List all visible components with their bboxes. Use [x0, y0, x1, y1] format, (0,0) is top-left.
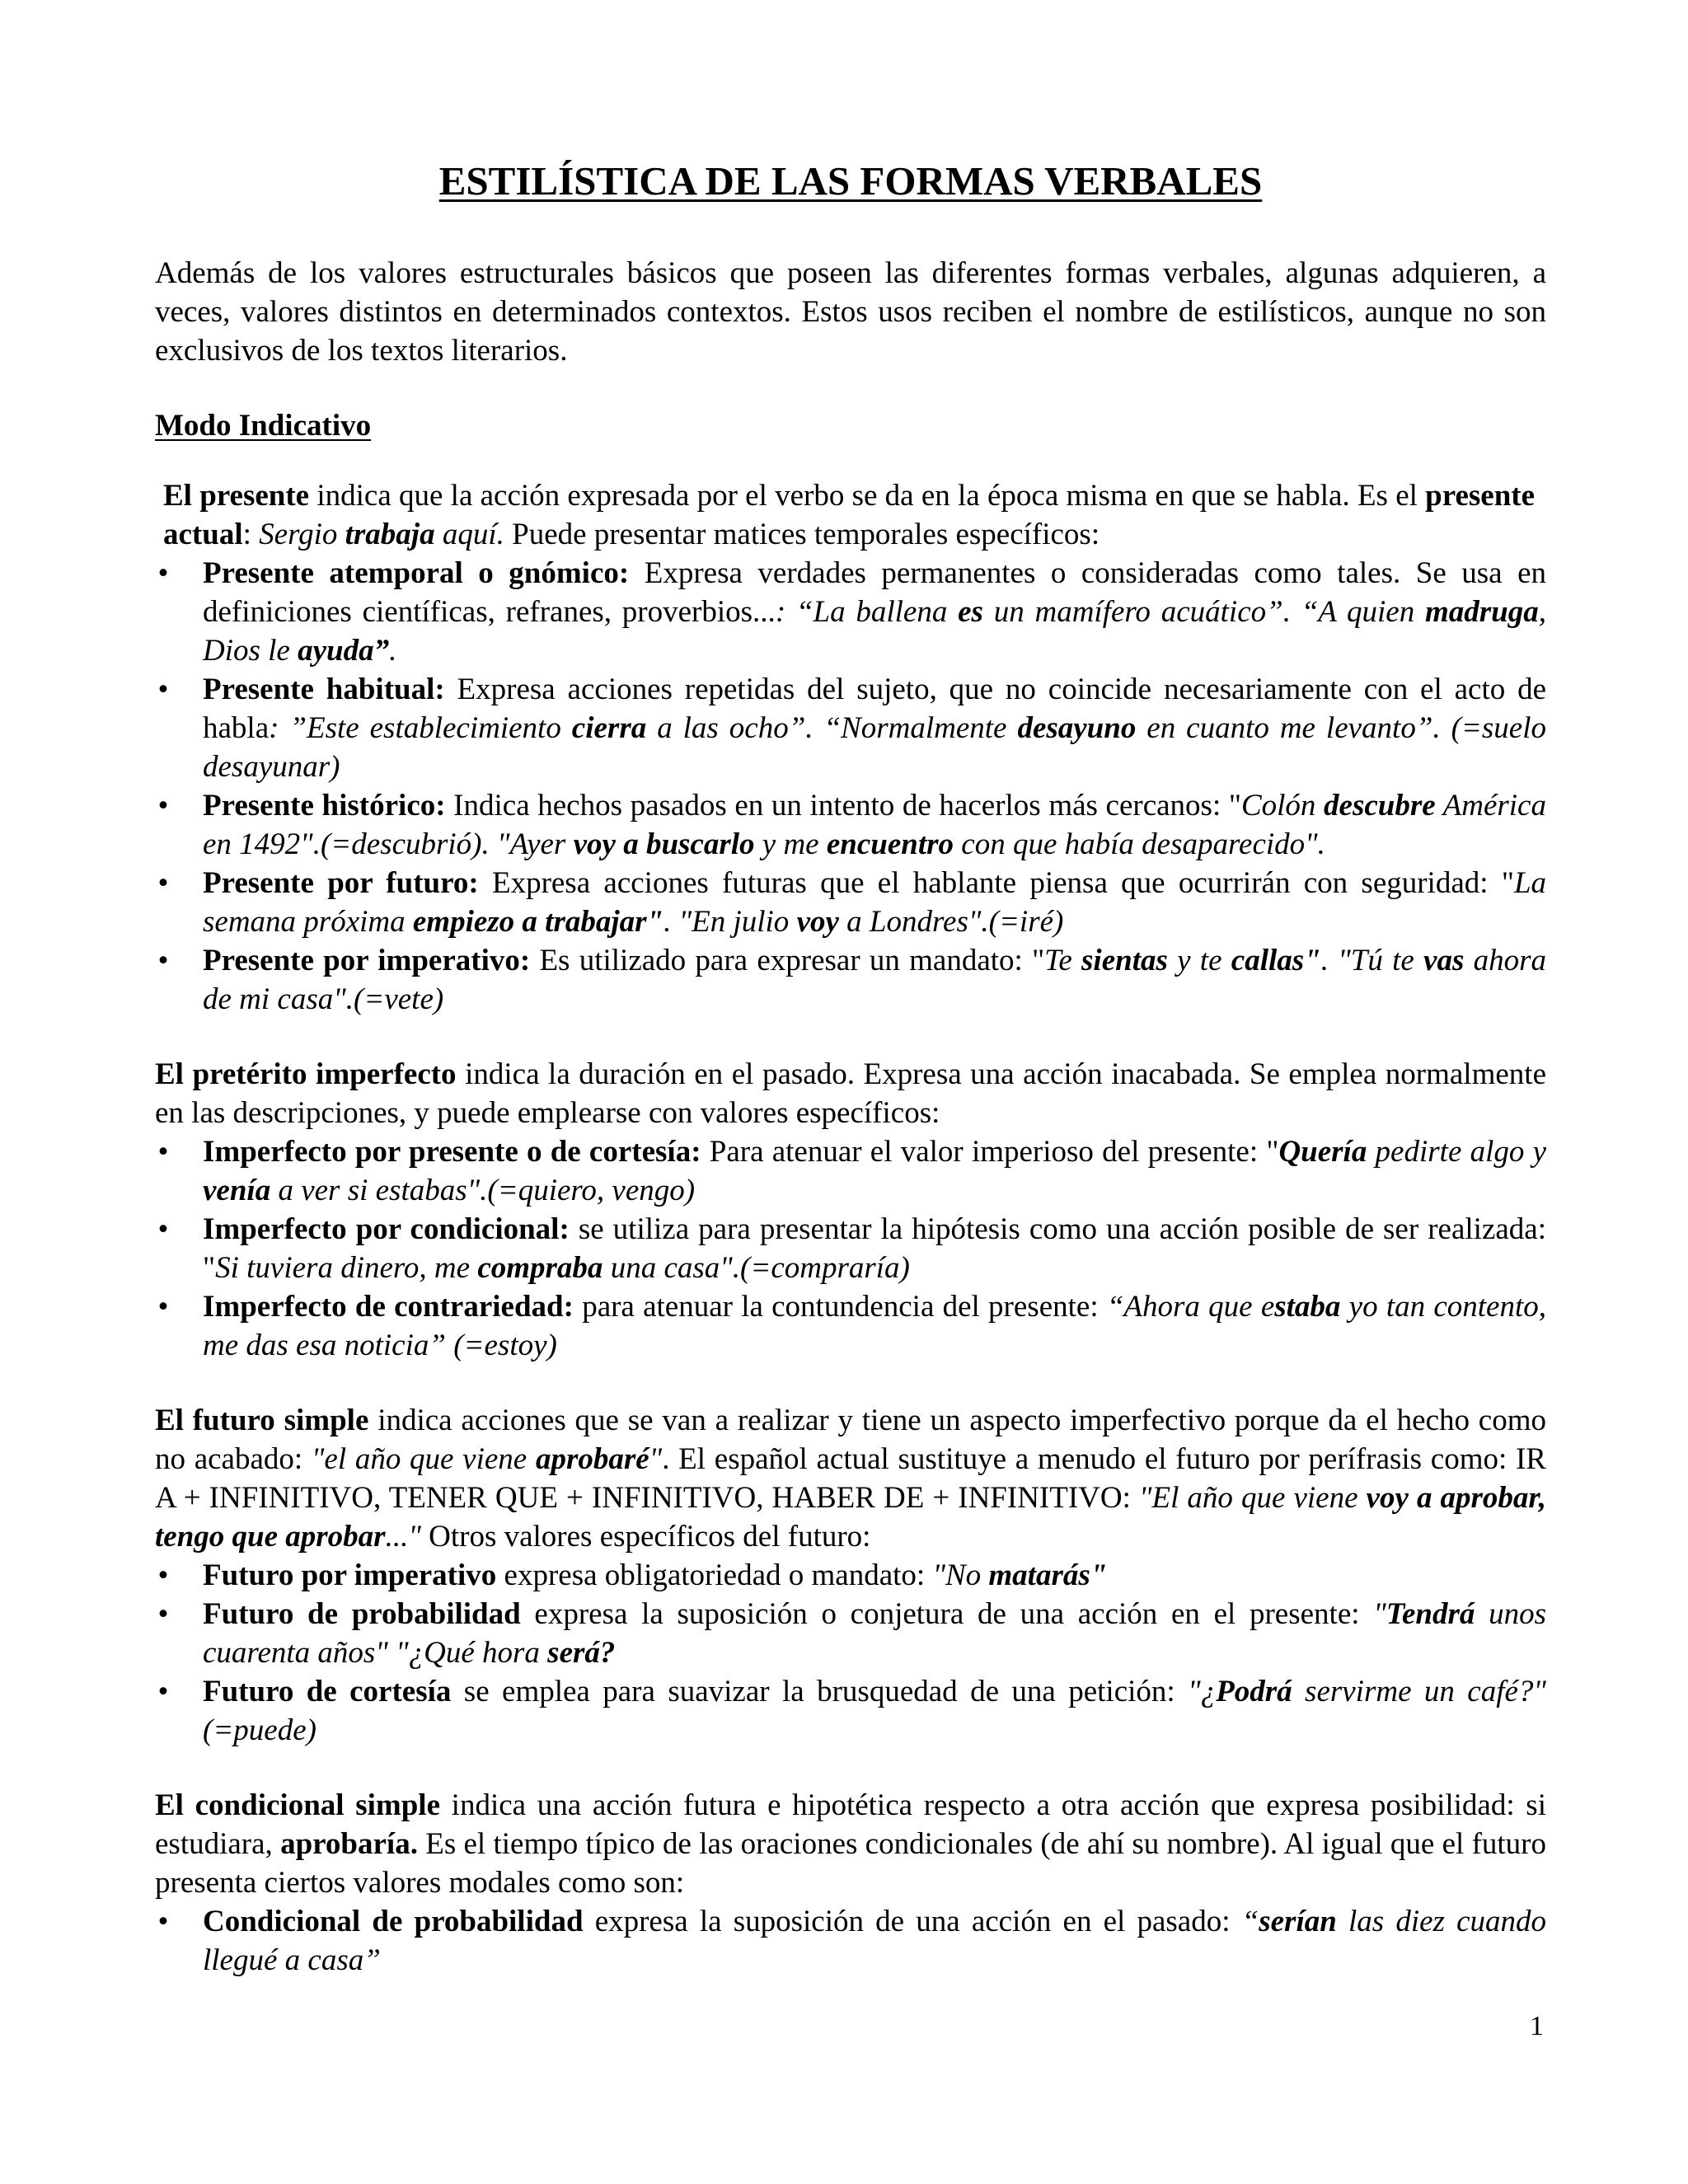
futuro-section: [155, 1401, 1546, 1750]
list-item: • Presente histórico: Indica hechos pasados en un intento de hacerlos más cercanos: "Colón descubre América en 1492".(=descubrió). "Ayer voy a buscarlo y me encuentro con que había desaparecido".: [155, 786, 1546, 864]
page-number: 1: [1530, 2011, 1544, 2041]
bullet-icon: •: [157, 1675, 169, 1708]
bullet-icon: •: [157, 1212, 169, 1246]
list-item: • Presente atemporal o gnómico: Expresa verdades permanentes o consideradas como tales. Se usa en definiciones científicas, refranes, proverbios...: “La ballena es un mamífero acuático”. “A quien madruga, Dios le ayuda”.: [155, 554, 1546, 670]
bullet-icon: •: [157, 673, 169, 706]
futuro-list: [155, 1556, 1546, 1750]
list-item: • Imperfecto por condicional: se utiliza para presentar la hipótesis como una acción posible de ser realizada: "Si tuviera dinero, me compraba una casa".(=compraría): [155, 1210, 1546, 1287]
list-item: • Imperfecto de contrariedad: para atenuar la contundencia del presente: “Ahora que estaba yo tan contento, me das esa noticia” (=estoy): [155, 1287, 1546, 1365]
list-item: • Futuro de probabilidad expresa la suposición o conjetura de una acción en el presente: "Tendrá unos cuarenta años" "¿Qué hora será?: [155, 1595, 1546, 1672]
list-item: • Futuro por imperativo expresa obligatoriedad o mandato: "No matarás": [155, 1556, 1546, 1595]
list-item: • Presente habitual: Expresa acciones repetidas del sujeto, que no coincide necesariamente con el acto de habla: ”Este establecimiento cierra a las ocho”. “Normalmente desayuno en cuanto me levanto”. (=suelo desayunar): [155, 670, 1546, 786]
bullet-icon: •: [157, 1135, 169, 1169]
list-item: • Condicional de probabilidad expresa la suposición de una acción en el pasado: “serían las diez cuando llegué a casa”: [155, 1902, 1546, 1980]
imperfecto-list: [155, 1132, 1546, 1365]
futuro-paragraph: El futuro simple indica acciones que se van a realizar y tiene un aspecto imperfectivo porque da el hecho como no acabado: "el año que viene aprobaré". El español actual sustituye a menudo el futuro por perífrasis como: IR A + INFINITIVO, TENER QUE + INFINITIVO, HABER DE + INFINITIVO: "El año que viene voy a aprobar, tengo que aprobar..." Otros valores específicos del futuro:: [155, 1404, 1546, 1554]
list-item: • Futuro de cortesía se emplea para suavizar la brusquedad de una petición: "¿Podrá servirme un café?"(=puede): [155, 1672, 1546, 1750]
presente-paragraph: El presente indica que la acción expresada por el verbo se da en la época misma en que se habla. Es el presente actual: Sergio trabaja aquí. Puede presentar matices temporales específicos:: [163, 479, 1536, 551]
condicional-section: [155, 1786, 1546, 1980]
bullet-icon: •: [157, 866, 169, 900]
imperfecto-section: [155, 1055, 1546, 1365]
presente-list: [155, 554, 1546, 1019]
bullet-icon: •: [157, 1905, 169, 1938]
section-heading: Modo Indicativo: [155, 409, 372, 443]
list-item: • Imperfecto por presente o de cortesía: Para atenuar el valor imperioso del presente: "Quería pedirte algo y venía a ver si estabas".(=quiero, vengo): [155, 1132, 1546, 1210]
imperfecto-paragraph: El pretérito imperfecto indica la duración en el pasado. Expresa una acción inacabada. Se emplea normalmente en las descripciones, y puede emplearse con valores específicos:: [155, 1057, 1546, 1130]
condicional-list: [155, 1902, 1546, 1980]
bullet-icon: •: [157, 1597, 169, 1631]
list-item: • Presente por futuro: Expresa acciones futuras que el hablante piensa que ocurrirán con seguridad: "La semana próxima empiezo a trabajar". "En julio voy a Londres".(=iré): [155, 864, 1546, 941]
bullet-icon: •: [157, 944, 169, 977]
bullet-icon: •: [157, 556, 169, 590]
intro-paragraph: Además de los valores estructurales básicos que poseen las diferentes formas verbales, algunas adquieren, a veces, valores distintos en determinados contextos. Estos usos reciben el nombre de estilísticos, aunque no son exclusivos de los textos literarios.: [155, 256, 1546, 368]
document-page: [155, 157, 1546, 2016]
list-item: • Presente por imperativo: Es utilizado para expresar un mandato: "Te sientas y te callas". "Tú te vas ahora de mi casa".(=vete): [155, 941, 1546, 1019]
page-title: ESTILÍSTICA DE LAS FORMAS VERBALES: [438, 158, 1263, 204]
bullet-icon: •: [157, 1558, 169, 1592]
bullet-icon: •: [157, 789, 169, 823]
bullet-icon: •: [157, 1290, 169, 1324]
presente-section: [155, 476, 1546, 1019]
condicional-paragraph: El condicional simple indica una acción futura e hipotética respecto a otra acción que expresa posibilidad: si estudiara, aprobaría. Es el tiempo típico de las oraciones condicionales (de ahí su nombre). Al igual que el futuro presenta ciertos valores modales como son:: [155, 1788, 1547, 1900]
